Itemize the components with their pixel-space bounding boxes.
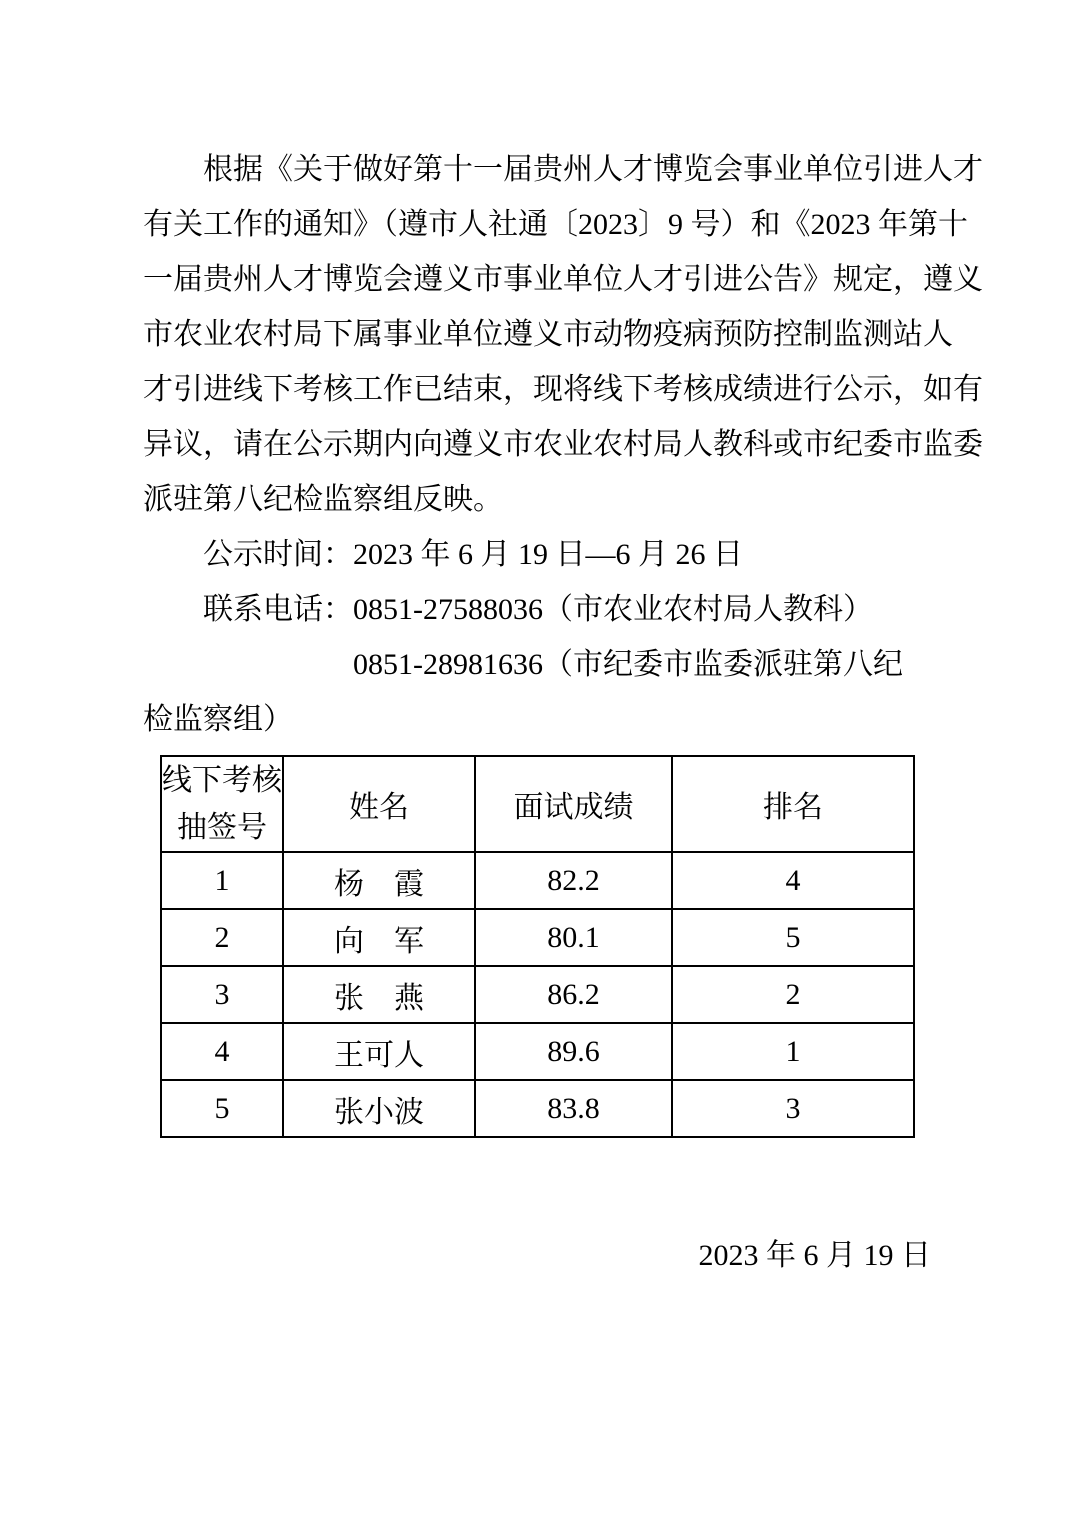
cell-draw-number: 4 — [161, 1023, 283, 1080]
cell-rank: 1 — [672, 1023, 914, 1080]
cell-draw-number: 5 — [161, 1080, 283, 1137]
header-draw-number-line1: 线下考核 — [162, 764, 282, 797]
cell-name: 杨 霞 — [283, 852, 475, 909]
cell-interview-score: 89.6 — [475, 1023, 672, 1080]
body-paragraph — [143, 142, 983, 527]
paragraph-line: 市农业农村局下属事业单位遵义市动物疫病预防控制监测站人 — [143, 318, 953, 351]
table-row — [161, 1023, 914, 1080]
header-draw-number-line2: 抽签号 — [177, 811, 267, 844]
header-cell-interview-score: 面试成绩 — [475, 756, 672, 852]
cell-draw-number: 1 — [161, 852, 283, 909]
contact-phone-line-1: 联系电话：0851-27588036（市农业农村局人教科） — [203, 593, 873, 626]
cell-name: 张 燕 — [283, 966, 475, 1023]
results-table — [160, 755, 915, 1138]
table-row — [161, 966, 914, 1023]
cell-draw-number: 3 — [161, 966, 283, 1023]
table-row — [161, 909, 914, 966]
header-cell-name: 姓名 — [283, 756, 475, 852]
paragraph-line: 才引进线下考核工作已结束，现将线下考核成绩进行公示，如有 — [143, 373, 983, 406]
header-cell-draw-number — [161, 756, 283, 852]
table-header-row — [161, 756, 914, 852]
publicity-period-line: 公示时间：2023 年 6 月 19 日—6 月 26 日 — [203, 538, 743, 571]
cell-interview-score: 82.2 — [475, 852, 672, 909]
header-cell-rank: 排名 — [672, 756, 914, 852]
paragraph-line: 异议，请在公示期内向遵义市农业农村局人教科或市纪委市监委 — [143, 428, 983, 461]
paragraph-line: 根据《关于做好第十一届贵州人才博览会事业单位引进人才 — [203, 153, 983, 186]
cell-name: 张小波 — [283, 1080, 475, 1137]
cell-interview-score: 83.8 — [475, 1080, 672, 1137]
contact-phone-line-2: 0851-28981636（市纪委市监委派驻第八纪检监察组） — [143, 648, 903, 736]
cell-rank: 5 — [672, 909, 914, 966]
paragraph-line: 有关工作的通知》（遵市人社通〔2023〕9 号）和《2023 年第十 — [143, 208, 968, 241]
cell-interview-score: 86.2 — [475, 966, 672, 1023]
cell-rank: 2 — [672, 966, 914, 1023]
sign-date: 2023 年 6 月 19 日 — [698, 1239, 931, 1272]
table-row — [161, 852, 914, 909]
cell-interview-score: 80.1 — [475, 909, 672, 966]
cell-name: 向 军 — [283, 909, 475, 966]
cell-draw-number: 2 — [161, 909, 283, 966]
paragraph-line: 一届贵州人才博览会遵义市事业单位人才引进公告》规定，遵义 — [143, 263, 983, 296]
cell-name: 王可人 — [283, 1023, 475, 1080]
cell-rank: 3 — [672, 1080, 914, 1137]
paragraph-line: 派驻第八纪检监察组反映。 — [143, 483, 503, 516]
cell-rank: 4 — [672, 852, 914, 909]
table-row — [161, 1080, 914, 1137]
